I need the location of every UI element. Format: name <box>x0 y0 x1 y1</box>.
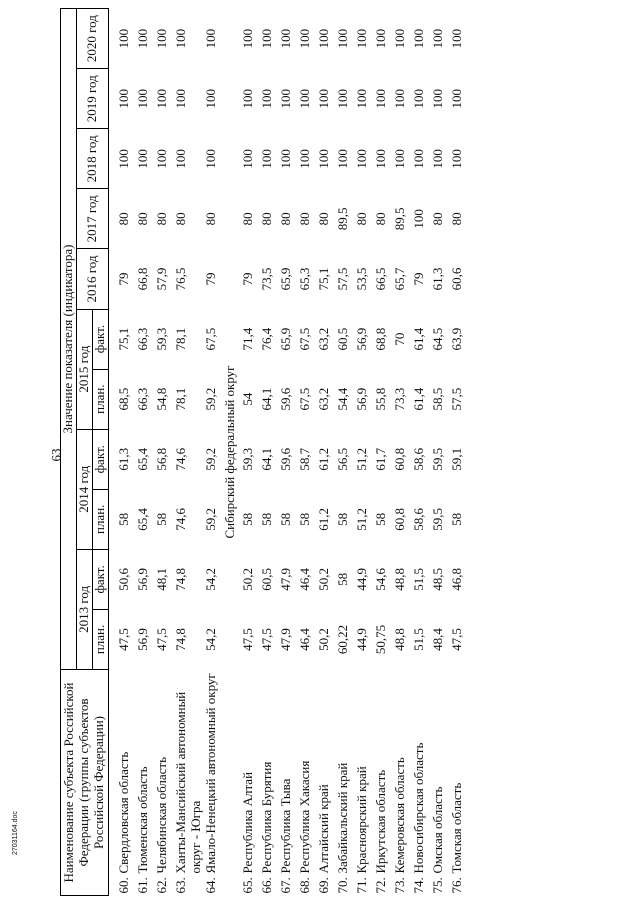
value-cell: 76,5 <box>172 267 188 291</box>
value-cell: 100 <box>258 89 274 109</box>
value-cell: 79 <box>410 272 426 286</box>
table-header <box>61 9 109 896</box>
value-cell: 100 <box>115 89 131 109</box>
header-year-2020: 2020 год <box>76 9 108 69</box>
value-cell: 80 <box>134 212 150 226</box>
value-cell: 54,2 <box>202 628 218 651</box>
rotated-table-container <box>60 8 625 896</box>
header-indicator-value: Значение показателя (индикатора) <box>61 9 77 670</box>
value-cell: 46,4 <box>296 568 312 591</box>
value-cell: 89,5 <box>334 207 350 231</box>
region-label: Сибирский федеральный округ <box>221 365 237 539</box>
header-year-2017: 2017 год <box>76 189 108 249</box>
region-row <box>223 9 241 896</box>
value-cell: 54 <box>239 392 255 406</box>
value-cell: 57,5 <box>334 267 350 291</box>
value-cell: 56,9 <box>134 568 150 591</box>
value-cell: 80 <box>172 212 188 226</box>
value-cell: 100 <box>202 28 218 49</box>
value-cell: 80 <box>353 212 369 226</box>
value-cell: 57,5 <box>448 387 464 411</box>
footer-file-code: 27031164.doc <box>12 811 19 855</box>
subject-name: Томская область <box>448 782 464 874</box>
subject-name: Республика Тыва <box>277 778 293 874</box>
value-cell: 47,9 <box>277 568 293 591</box>
header-fact-2015: факт. <box>92 309 108 369</box>
table-row <box>260 9 279 896</box>
value-cell: 71,4 <box>239 327 255 351</box>
value-cell: 100 <box>315 28 331 49</box>
value-cell: 100 <box>153 89 169 109</box>
row-number: 66. <box>258 877 274 894</box>
value-cell: 100 <box>429 149 445 169</box>
subject-name: Республика Алтай <box>239 771 255 874</box>
subject-name: Алтайский край <box>315 784 331 874</box>
table-row <box>374 9 393 896</box>
value-cell: 78,1 <box>172 387 188 411</box>
subject-name: Свердловская область <box>115 751 131 874</box>
value-cell: 80 <box>202 212 218 226</box>
row-number: 68. <box>296 877 312 894</box>
value-cell: 100 <box>202 149 218 169</box>
value-cell: 61,3 <box>115 447 131 471</box>
value-cell: 47,5 <box>153 628 169 651</box>
value-cell: 70 <box>391 332 407 346</box>
value-cell: 60,22 <box>334 624 350 655</box>
value-cell: 44,9 <box>353 568 369 591</box>
value-cell: 59,1 <box>448 447 464 471</box>
value-cell: 60,5 <box>258 568 274 591</box>
value-cell: 100 <box>448 28 464 49</box>
value-cell: 59,3 <box>239 447 255 471</box>
value-cell: 100 <box>429 28 445 49</box>
header-year-2015: 2015 год <box>76 309 92 429</box>
row-number: 75. <box>429 877 445 894</box>
value-cell: 100 <box>296 89 312 109</box>
value-cell: 61,4 <box>410 327 426 351</box>
value-cell: 47,9 <box>277 628 293 651</box>
value-cell: 100 <box>448 149 464 169</box>
value-cell: 100 <box>115 149 131 169</box>
table-row <box>298 9 317 896</box>
value-cell: 58 <box>334 572 350 586</box>
table-row <box>412 9 431 896</box>
value-cell: 65,7 <box>391 267 407 291</box>
value-cell: 100 <box>410 209 426 229</box>
header-year-2016: 2016 год <box>76 249 108 309</box>
value-cell: 58 <box>277 512 293 526</box>
value-cell: 73,5 <box>258 267 274 291</box>
value-cell: 100 <box>372 89 388 109</box>
table-row <box>355 9 374 896</box>
value-cell: 47,5 <box>448 628 464 651</box>
row-number: 64. <box>202 877 218 894</box>
value-cell: 67,5 <box>296 387 312 411</box>
value-cell: 74,6 <box>172 507 188 531</box>
header-plan-2015: план. <box>92 369 108 429</box>
value-cell: 75,1 <box>315 267 331 291</box>
value-cell: 59,6 <box>277 387 293 411</box>
value-cell: 100 <box>353 28 369 49</box>
header-year-2018: 2018 год <box>76 129 108 189</box>
value-cell: 78,1 <box>172 327 188 351</box>
value-cell: 56,5 <box>334 447 350 471</box>
value-cell: 56,9 <box>353 387 369 411</box>
value-cell: 66,5 <box>372 267 388 291</box>
value-cell: 58 <box>239 512 255 526</box>
value-cell: 58,6 <box>410 507 426 531</box>
value-cell: 68,8 <box>372 327 388 351</box>
value-cell: 100 <box>134 28 150 49</box>
value-cell: 73,3 <box>391 387 407 411</box>
value-cell: 80 <box>239 212 255 226</box>
subject-name: Тюменская область <box>134 766 150 874</box>
subject-name: Красноярский край <box>353 766 369 874</box>
value-cell: 63,9 <box>448 327 464 351</box>
row-number: 74. <box>410 877 426 894</box>
header-year-2014: 2014 год <box>76 429 92 549</box>
value-cell: 80 <box>277 212 293 226</box>
value-cell: 54,2 <box>202 568 218 591</box>
rotated-table-area <box>60 8 625 896</box>
table-row <box>317 9 336 896</box>
table-row <box>279 9 298 896</box>
table-row <box>117 9 136 896</box>
value-cell: 61,3 <box>429 267 445 291</box>
subject-name: Иркутская область <box>372 769 388 874</box>
value-cell: 61,2 <box>315 447 331 471</box>
value-cell: 100 <box>372 28 388 49</box>
value-cell: 61,4 <box>410 387 426 411</box>
value-cell: 56,8 <box>153 447 169 471</box>
value-cell: 50,2 <box>315 628 331 651</box>
value-cell: 44,9 <box>353 628 369 651</box>
value-cell: 80 <box>296 212 312 226</box>
value-cell: 54,4 <box>334 387 350 411</box>
value-cell: 58 <box>372 512 388 526</box>
value-cell: 46,8 <box>448 568 464 591</box>
value-cell: 66,3 <box>134 327 150 351</box>
value-cell: 65,3 <box>296 267 312 291</box>
value-cell: 100 <box>277 28 293 49</box>
value-cell: 67,5 <box>296 327 312 351</box>
value-cell: 51,2 <box>353 447 369 471</box>
page-number: 63 <box>48 448 64 462</box>
value-cell: 74,6 <box>172 447 188 471</box>
row-number: 71. <box>353 877 369 894</box>
value-cell: 100 <box>429 89 445 109</box>
value-cell: 80 <box>258 212 274 226</box>
value-cell: 100 <box>391 89 407 109</box>
table-row <box>155 9 174 896</box>
value-cell: 100 <box>172 28 188 49</box>
value-cell: 57,9 <box>153 267 169 291</box>
row-number: 76. <box>448 877 464 894</box>
indicator-table <box>60 8 469 896</box>
value-cell: 65,4 <box>134 447 150 471</box>
value-cell: 100 <box>258 149 274 169</box>
value-cell: 60,6 <box>448 267 464 291</box>
value-cell: 100 <box>315 89 331 109</box>
value-cell: 76,4 <box>258 327 274 351</box>
header-plan-2014: план. <box>92 489 108 549</box>
value-cell: 100 <box>410 28 426 49</box>
subject-name: Забайкальский край <box>334 762 350 874</box>
row-number: 62. <box>153 877 169 894</box>
table-row <box>431 9 450 896</box>
value-cell: 100 <box>334 28 350 49</box>
subject-name: Омская область <box>429 786 445 874</box>
header-fact-2013: факт. <box>92 549 108 609</box>
value-cell: 100 <box>296 28 312 49</box>
value-cell: 47,5 <box>239 628 255 651</box>
value-cell: 64,1 <box>258 387 274 411</box>
row-number: 61. <box>134 877 150 894</box>
value-cell: 89,5 <box>391 207 407 231</box>
value-cell: 46,4 <box>296 628 312 651</box>
value-cell: 51,2 <box>353 507 369 531</box>
subject-name: Новосибирская область <box>410 742 426 874</box>
table-row <box>393 9 412 896</box>
table-row <box>204 9 223 896</box>
subject-name: Кемеровская область <box>391 757 407 874</box>
value-cell: 59,2 <box>202 447 218 471</box>
value-cell: 48,8 <box>391 628 407 651</box>
value-cell: 80 <box>153 212 169 226</box>
value-cell: 100 <box>277 89 293 109</box>
value-cell: 100 <box>172 149 188 169</box>
value-cell: 100 <box>296 149 312 169</box>
value-cell: 59,6 <box>277 447 293 471</box>
value-cell: 50,2 <box>239 568 255 591</box>
value-cell: 50,6 <box>115 568 131 591</box>
row-number: 72. <box>372 877 388 894</box>
subject-name: Челябинская область <box>153 756 169 874</box>
value-cell: 54,8 <box>153 387 169 411</box>
value-cell: 80 <box>315 212 331 226</box>
value-cell: 61,7 <box>372 447 388 471</box>
value-cell: 65,9 <box>277 267 293 291</box>
value-cell: 58 <box>334 512 350 526</box>
value-cell: 58 <box>448 512 464 526</box>
value-cell: 61,2 <box>315 507 331 531</box>
value-cell: 50,2 <box>315 568 331 591</box>
value-cell: 58 <box>153 512 169 526</box>
value-cell: 74,8 <box>172 568 188 591</box>
value-cell: 51,5 <box>410 628 426 651</box>
value-cell: 48,8 <box>391 568 407 591</box>
row-number: 67. <box>277 877 293 894</box>
row-number: 69. <box>315 877 331 894</box>
value-cell: 74,8 <box>172 628 188 651</box>
value-cell: 66,8 <box>134 267 150 291</box>
value-cell: 58,5 <box>429 387 445 411</box>
value-cell: 100 <box>372 149 388 169</box>
value-cell: 100 <box>391 28 407 49</box>
value-cell: 100 <box>239 28 255 49</box>
header-fact-2014: факт. <box>92 429 108 489</box>
value-cell: 63,2 <box>315 327 331 351</box>
table-row <box>336 9 355 896</box>
value-cell: 80 <box>429 212 445 226</box>
value-cell: 50,75 <box>372 624 388 655</box>
value-cell: 59,2 <box>202 387 218 411</box>
value-cell: 56,9 <box>134 628 150 651</box>
table-row <box>450 9 469 896</box>
value-cell: 58 <box>258 512 274 526</box>
value-cell: 100 <box>239 89 255 109</box>
value-cell: 65,9 <box>277 327 293 351</box>
value-cell: 59,3 <box>153 327 169 351</box>
value-cell: 60,8 <box>391 507 407 531</box>
row-number: 73. <box>391 877 407 894</box>
value-cell: 79 <box>115 272 131 286</box>
value-cell: 53,5 <box>353 267 369 291</box>
table-body <box>108 9 468 896</box>
value-cell: 100 <box>258 28 274 49</box>
header-plan-2013: план. <box>92 609 108 669</box>
value-cell: 47,5 <box>115 628 131 651</box>
value-cell: 59,5 <box>429 507 445 531</box>
value-cell: 80 <box>372 212 388 226</box>
value-cell: 100 <box>448 89 464 109</box>
value-cell: 59,2 <box>202 507 218 531</box>
value-cell: 100 <box>134 89 150 109</box>
value-cell: 60,5 <box>334 327 350 351</box>
value-cell: 56,9 <box>353 327 369 351</box>
value-cell: 65,4 <box>134 507 150 531</box>
value-cell: 51,5 <box>410 568 426 591</box>
value-cell: 80 <box>448 212 464 226</box>
subject-name: Ямало-Ненецкий автономный округ <box>202 673 218 874</box>
value-cell: 75,1 <box>115 327 131 351</box>
row-number: 63. <box>172 877 188 894</box>
value-cell: 100 <box>134 149 150 169</box>
value-cell: 66,3 <box>134 387 150 411</box>
value-cell: 67,5 <box>202 327 218 351</box>
subject-name: Ханты-Мансийский автономный округ - Югра <box>172 691 203 874</box>
header-year-2013: 2013 год <box>76 549 92 669</box>
value-cell: 100 <box>315 149 331 169</box>
row-number: 70. <box>334 877 350 894</box>
value-cell: 100 <box>115 28 131 49</box>
value-cell: 100 <box>410 89 426 109</box>
value-cell: 100 <box>353 89 369 109</box>
value-cell: 100 <box>202 89 218 109</box>
value-cell: 63,2 <box>315 387 331 411</box>
value-cell: 64,5 <box>429 327 445 351</box>
value-cell: 100 <box>334 149 350 169</box>
value-cell: 100 <box>172 89 188 109</box>
subject-name: Республика Хакасия <box>296 760 312 874</box>
value-cell: 100 <box>277 149 293 169</box>
value-cell: 59,5 <box>429 447 445 471</box>
row-number: 60. <box>115 877 131 894</box>
value-cell: 100 <box>239 149 255 169</box>
value-cell: 48,1 <box>153 568 169 591</box>
value-cell: 79 <box>202 272 218 286</box>
value-cell: 55,8 <box>372 387 388 411</box>
value-cell: 64,1 <box>258 447 274 471</box>
value-cell: 48,4 <box>429 628 445 651</box>
value-cell: 100 <box>153 28 169 49</box>
row-number: 65. <box>239 877 255 894</box>
header-subject-name: Наименование субъекта Российской Федерации (группы субъектов Российской Федерации) <box>61 670 109 896</box>
value-cell: 60,8 <box>391 447 407 471</box>
table-row <box>174 9 204 896</box>
value-cell: 100 <box>410 149 426 169</box>
value-cell: 58,7 <box>296 447 312 471</box>
value-cell: 100 <box>334 89 350 109</box>
value-cell: 80 <box>115 212 131 226</box>
header-year-2019: 2019 год <box>76 69 108 129</box>
value-cell: 54,6 <box>372 568 388 591</box>
value-cell: 58,6 <box>410 447 426 471</box>
value-cell: 48,5 <box>429 568 445 591</box>
value-cell: 100 <box>353 149 369 169</box>
value-cell: 47,5 <box>258 628 274 651</box>
value-cell: 58 <box>115 512 131 526</box>
value-cell: 68,5 <box>115 387 131 411</box>
value-cell: 58 <box>296 512 312 526</box>
value-cell: 79 <box>239 272 255 286</box>
subject-name: Республика Бурятия <box>258 761 274 874</box>
value-cell: 100 <box>153 149 169 169</box>
value-cell: 100 <box>391 149 407 169</box>
table-row <box>241 9 260 896</box>
table-row <box>136 9 155 896</box>
